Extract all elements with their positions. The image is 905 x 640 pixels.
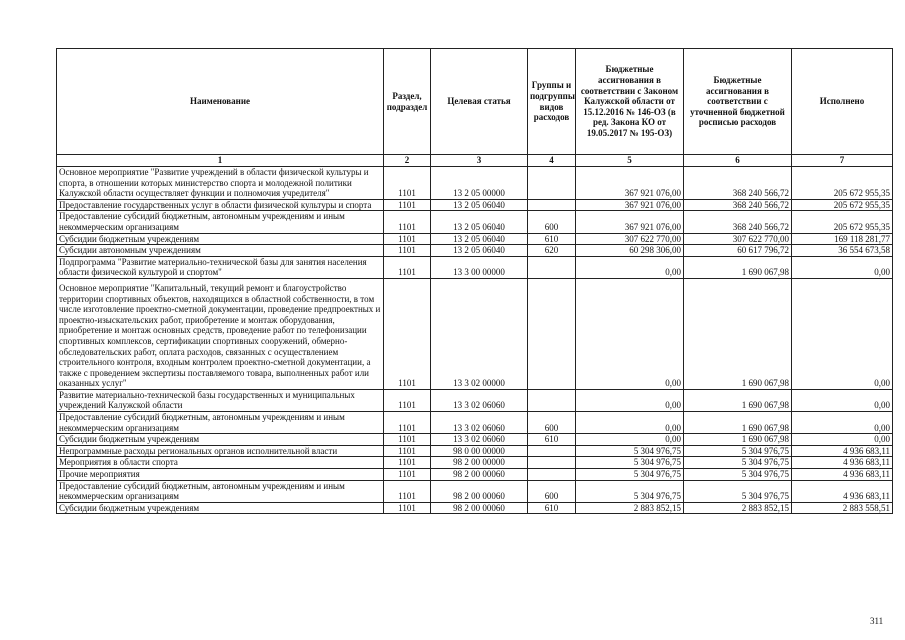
row-section: 1101 <box>384 434 431 446</box>
row-group: 600 <box>528 412 576 434</box>
table-row <box>57 434 893 446</box>
row-name: Основное мероприятие "Развитие учреждений в области физической культуры и спорта, в отношении которых министерство спорта и молодежной политики Калужской области осуществляет функции и полномочия учредителя" <box>57 167 384 200</box>
column-number: 1 <box>57 155 384 167</box>
row-target: 98 2 00 00060 <box>431 502 528 514</box>
row-law: 0,00 <box>576 278 684 389</box>
row-done: 4 936 683,11 <box>792 445 893 457</box>
row-section: 1101 <box>384 199 431 211</box>
row-done: 0,00 <box>792 412 893 434</box>
row-refined: 1 690 067,98 <box>684 412 792 434</box>
row-refined: 5 304 976,75 <box>684 457 792 469</box>
row-refined: 368 240 566,72 <box>684 199 792 211</box>
row-group <box>528 445 576 457</box>
table-row <box>57 502 893 514</box>
row-section: 1101 <box>384 457 431 469</box>
row-refined: 5 304 976,75 <box>684 445 792 457</box>
row-target: 13 3 02 00000 <box>431 278 528 389</box>
table-row <box>57 480 893 502</box>
table-row <box>57 256 893 278</box>
row-section: 1101 <box>384 480 431 502</box>
header-law: Бюджетные ассигнования в соответствии с Законом Калужской области от 15.12.2016 № 146-ОЗ (в ред. Закона КО от 19.05.2017 № 195-ОЗ) <box>576 49 684 155</box>
row-refined: 368 240 566,72 <box>684 167 792 200</box>
table-row <box>57 211 893 233</box>
row-name: Мероприятия в области спорта <box>57 457 384 469</box>
row-name: Предоставление субсидий бюджетным, автономным учреждениям и иным некоммерческим организациям <box>57 480 384 502</box>
row-done: 36 554 673,58 <box>792 245 893 257</box>
row-refined: 1 690 067,98 <box>684 278 792 389</box>
row-done: 169 118 281,77 <box>792 233 893 245</box>
row-target: 13 3 02 06060 <box>431 389 528 411</box>
header-refined: Бюджетные ассигнования в соответствии с уточненной бюджетной росписью расходов <box>684 49 792 155</box>
row-law: 5 304 976,75 <box>576 469 684 481</box>
table-row <box>57 233 893 245</box>
row-law: 0,00 <box>576 256 684 278</box>
table-row <box>57 412 893 434</box>
row-group <box>528 469 576 481</box>
row-refined: 5 304 976,75 <box>684 469 792 481</box>
header-target: Целевая статья <box>431 49 528 155</box>
row-name: Подпрограмма "Развитие материально-технической базы для занятия населения области физической культурой и спортом" <box>57 256 384 278</box>
row-refined: 307 622 770,00 <box>684 233 792 245</box>
page-number: 311 <box>870 616 884 626</box>
row-law: 0,00 <box>576 434 684 446</box>
row-section: 1101 <box>384 469 431 481</box>
column-number: 4 <box>528 155 576 167</box>
row-refined: 5 304 976,75 <box>684 480 792 502</box>
row-target: 13 3 02 06060 <box>431 434 528 446</box>
row-refined: 1 690 067,98 <box>684 434 792 446</box>
table-row <box>57 389 893 411</box>
table-row <box>57 245 893 257</box>
row-refined: 1 690 067,98 <box>684 389 792 411</box>
row-law: 367 921 076,00 <box>576 167 684 200</box>
row-target: 98 2 00 00060 <box>431 480 528 502</box>
row-name: Субсидии бюджетным учреждениям <box>57 233 384 245</box>
row-section: 1101 <box>384 278 431 389</box>
header-name: Наименование <box>57 49 384 155</box>
table-row <box>57 469 893 481</box>
row-done: 0,00 <box>792 434 893 446</box>
column-number: 7 <box>792 155 893 167</box>
row-section: 1101 <box>384 211 431 233</box>
row-done: 4 936 683,11 <box>792 480 893 502</box>
header-row <box>57 49 893 155</box>
row-group: 610 <box>528 502 576 514</box>
row-law: 307 622 770,00 <box>576 233 684 245</box>
table-row <box>57 445 893 457</box>
header-section: Раздел, подраздел <box>384 49 431 155</box>
row-name: Непрограммные расходы региональных органов исполнительной власти <box>57 445 384 457</box>
row-law: 2 883 852,15 <box>576 502 684 514</box>
row-group <box>528 167 576 200</box>
row-group <box>528 256 576 278</box>
table-row <box>57 278 893 389</box>
row-target: 13 2 05 06040 <box>431 233 528 245</box>
row-law: 367 921 076,00 <box>576 211 684 233</box>
row-group: 610 <box>528 233 576 245</box>
row-section: 1101 <box>384 445 431 457</box>
row-done: 205 672 955,35 <box>792 199 893 211</box>
row-section: 1101 <box>384 233 431 245</box>
row-done: 4 936 683,11 <box>792 469 893 481</box>
row-group <box>528 199 576 211</box>
column-number: 6 <box>684 155 792 167</box>
row-done: 4 936 683,11 <box>792 457 893 469</box>
row-section: 1101 <box>384 502 431 514</box>
row-section: 1101 <box>384 245 431 257</box>
row-group: 620 <box>528 245 576 257</box>
row-done: 205 672 955,35 <box>792 211 893 233</box>
row-target: 13 3 00 00000 <box>431 256 528 278</box>
row-section: 1101 <box>384 167 431 200</box>
row-name: Субсидии автономным учреждениям <box>57 245 384 257</box>
row-group <box>528 389 576 411</box>
row-done: 0,00 <box>792 278 893 389</box>
row-name: Предоставление субсидий бюджетным, автономным учреждениям и иным некоммерческим организациям <box>57 412 384 434</box>
row-target: 98 0 00 00000 <box>431 445 528 457</box>
row-name: Предоставление субсидий бюджетным, автономным учреждениям и иным некоммерческим организациям <box>57 211 384 233</box>
row-name: Субсидии бюджетным учреждениям <box>57 502 384 514</box>
header-group: Группы и подгруппы видов расходов <box>528 49 576 155</box>
column-number: 3 <box>431 155 528 167</box>
table-row <box>57 167 893 200</box>
row-section: 1101 <box>384 256 431 278</box>
row-target: 13 2 05 00000 <box>431 167 528 200</box>
row-law: 5 304 976,75 <box>576 457 684 469</box>
header-done: Исполнено <box>792 49 893 155</box>
row-target: 13 2 05 06040 <box>431 199 528 211</box>
row-name: Субсидии бюджетным учреждениям <box>57 434 384 446</box>
row-refined: 2 883 852,15 <box>684 502 792 514</box>
row-refined: 368 240 566,72 <box>684 211 792 233</box>
row-section: 1101 <box>384 412 431 434</box>
row-group: 610 <box>528 434 576 446</box>
row-group: 600 <box>528 480 576 502</box>
row-refined: 60 617 796,72 <box>684 245 792 257</box>
row-law: 367 921 076,00 <box>576 199 684 211</box>
row-name: Предоставление государственных услуг в области физической культуры и спорта <box>57 199 384 211</box>
row-name: Основное мероприятие "Капитальный, текущий ремонт и благоустройство территории спортивных объектов, находящихся в областной собственности, в том числе изготовление проектно-сметной документации, проведение предпроектных и проектно-изыскательских работ, приобретение и монтаж оборудования, приобретение и монтаж основных средств, проведение работ по телефонизации спортивных комплексов, сертификации спортивных сооружений, обмерно-обследовательских работ, оплата расходов, связанных с осуществлением строительного контроля, входным контролем проектно-сметной документации, а также с проведением экспертизы поставляемого товара, выполненных работ или оказанных услуг" <box>57 278 384 389</box>
row-target: 98 2 00 00060 <box>431 469 528 481</box>
column-number: 2 <box>384 155 431 167</box>
row-law: 60 298 306,00 <box>576 245 684 257</box>
column-number: 5 <box>576 155 684 167</box>
row-done: 205 672 955,35 <box>792 167 893 200</box>
row-law: 5 304 976,75 <box>576 480 684 502</box>
row-target: 13 2 05 06040 <box>431 245 528 257</box>
row-law: 0,00 <box>576 412 684 434</box>
row-target: 13 3 02 06060 <box>431 412 528 434</box>
row-name: Развитие материально-технической базы государственных и муниципальных учреждений Калужской области <box>57 389 384 411</box>
column-number-row <box>57 155 893 167</box>
row-law: 5 304 976,75 <box>576 445 684 457</box>
table-row <box>57 457 893 469</box>
row-target: 13 2 05 06040 <box>431 211 528 233</box>
row-name: Прочие мероприятия <box>57 469 384 481</box>
row-group <box>528 278 576 389</box>
row-group: 600 <box>528 211 576 233</box>
row-target: 98 2 00 00000 <box>431 457 528 469</box>
row-law: 0,00 <box>576 389 684 411</box>
row-done: 2 883 558,51 <box>792 502 893 514</box>
row-refined: 1 690 067,98 <box>684 256 792 278</box>
table-row <box>57 199 893 211</box>
row-group <box>528 457 576 469</box>
row-section: 1101 <box>384 389 431 411</box>
budget-table <box>56 48 893 514</box>
row-done: 0,00 <box>792 389 893 411</box>
row-done: 0,00 <box>792 256 893 278</box>
